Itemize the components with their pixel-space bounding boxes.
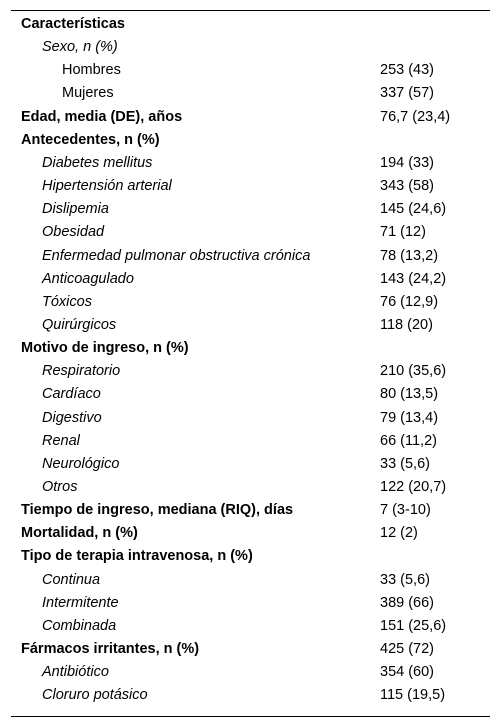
row-label: Hipertensión arterial: [42, 178, 172, 195]
row-value: 118 (20): [380, 316, 433, 333]
table-row: [0, 362, 501, 385]
table-row: [0, 270, 501, 293]
row-label: Renal: [42, 432, 80, 449]
row-value: 115 (19,5): [380, 687, 446, 704]
row-value: 80 (13,5): [380, 386, 439, 403]
table-row: [0, 432, 501, 455]
row-label: Hombres: [62, 62, 121, 79]
row-value: 143 (24,2): [380, 270, 447, 287]
row-heading: Fármacos irritantes, n (%): [21, 641, 200, 658]
table-row: [0, 223, 501, 246]
table-row: [0, 478, 501, 501]
row-label: Respiratorio: [42, 363, 121, 380]
row-label: Intermitente: [42, 594, 119, 611]
table-row: [0, 640, 501, 663]
table-row: [0, 455, 501, 478]
row-heading: Motivo de ingreso, n (%): [21, 340, 189, 357]
table-row: [0, 15, 501, 38]
row-value: 71 (12): [380, 224, 426, 241]
row-heading: Antecedentes, n (%): [21, 131, 160, 148]
row-value: 7 (3-10): [380, 502, 431, 519]
row-value: 78 (13,2): [380, 247, 439, 264]
row-value: 389 (66): [380, 594, 435, 611]
table-row: [0, 686, 501, 709]
row-label: Continua: [42, 571, 101, 588]
row-value: 12 (2): [380, 525, 418, 542]
row-label: Enfermedad pulmonar obstructiva crónica: [42, 247, 311, 264]
row-label: Diabetes mellitus: [42, 154, 153, 171]
row-value: 33 (5,6): [380, 571, 430, 588]
row-value: 343 (58): [380, 178, 435, 195]
table-row: [0, 154, 501, 177]
row-label: Anticoagulado: [42, 270, 134, 287]
table-top-rule: [11, 10, 490, 11]
table-row: [0, 571, 501, 594]
row-label: Dislipemia: [42, 201, 109, 218]
table-row: [0, 385, 501, 408]
row-heading: Características: [21, 16, 125, 32]
row-label: Cloruro potásico: [42, 687, 148, 704]
row-label: Neurológico: [42, 455, 120, 472]
table-row: [0, 131, 501, 154]
row-label: Obesidad: [42, 224, 105, 241]
table-row: [0, 293, 501, 316]
row-value: 253 (43): [380, 62, 435, 79]
row-value: 151 (25,6): [380, 617, 447, 634]
table-row: [0, 617, 501, 640]
row-value: 122 (20,7): [380, 479, 447, 495]
row-value: 33 (5,6): [380, 455, 430, 472]
row-label: Digestivo: [42, 409, 102, 426]
row-label: Sexo, n (%): [42, 39, 118, 56]
row-heading: Tiempo de ingreso, mediana (RIQ), días: [21, 502, 294, 519]
table-row: [0, 247, 501, 270]
row-value: 66 (11,2): [380, 432, 437, 449]
table-row: [0, 84, 501, 107]
table-row: [0, 316, 501, 339]
row-heading: Mortalidad, n (%): [21, 525, 138, 542]
row-heading: Edad, media (DE), años: [21, 108, 183, 125]
table-row: [0, 663, 501, 686]
table-row: [0, 108, 501, 131]
table-row: [0, 38, 501, 61]
row-value: 337 (57): [380, 85, 435, 102]
table-row: [0, 177, 501, 200]
table-bottom-rule: [11, 716, 490, 717]
row-label: Antibiótico: [42, 664, 109, 681]
row-value: 194 (33): [380, 154, 435, 171]
row-value: 76,7 (23,4): [380, 108, 451, 125]
row-label: Cardíaco: [42, 386, 101, 403]
row-label: Mujeres: [62, 85, 114, 102]
row-label: Tóxicos: [42, 293, 92, 310]
row-label: Otros: [42, 479, 78, 495]
row-value: 425 (72): [380, 641, 435, 658]
row-label: Quirúrgicos: [42, 316, 117, 333]
row-value: 76 (12,9): [380, 293, 439, 310]
row-value: 145 (24,6): [380, 201, 447, 218]
table-row: [0, 61, 501, 84]
table-row: [0, 339, 501, 362]
table-row: [0, 594, 501, 617]
row-value: 354 (60): [380, 664, 435, 681]
table-row: [0, 524, 501, 547]
table-row: [0, 501, 501, 524]
row-heading: Tipo de terapia intravenosa, n (%): [21, 548, 253, 565]
table-row: [0, 200, 501, 223]
row-value: 79 (13,4): [380, 409, 439, 426]
table-row: [0, 409, 501, 432]
row-value: 210 (35,6): [380, 363, 447, 380]
table-row: [0, 547, 501, 570]
row-label: Combinada: [42, 617, 117, 634]
